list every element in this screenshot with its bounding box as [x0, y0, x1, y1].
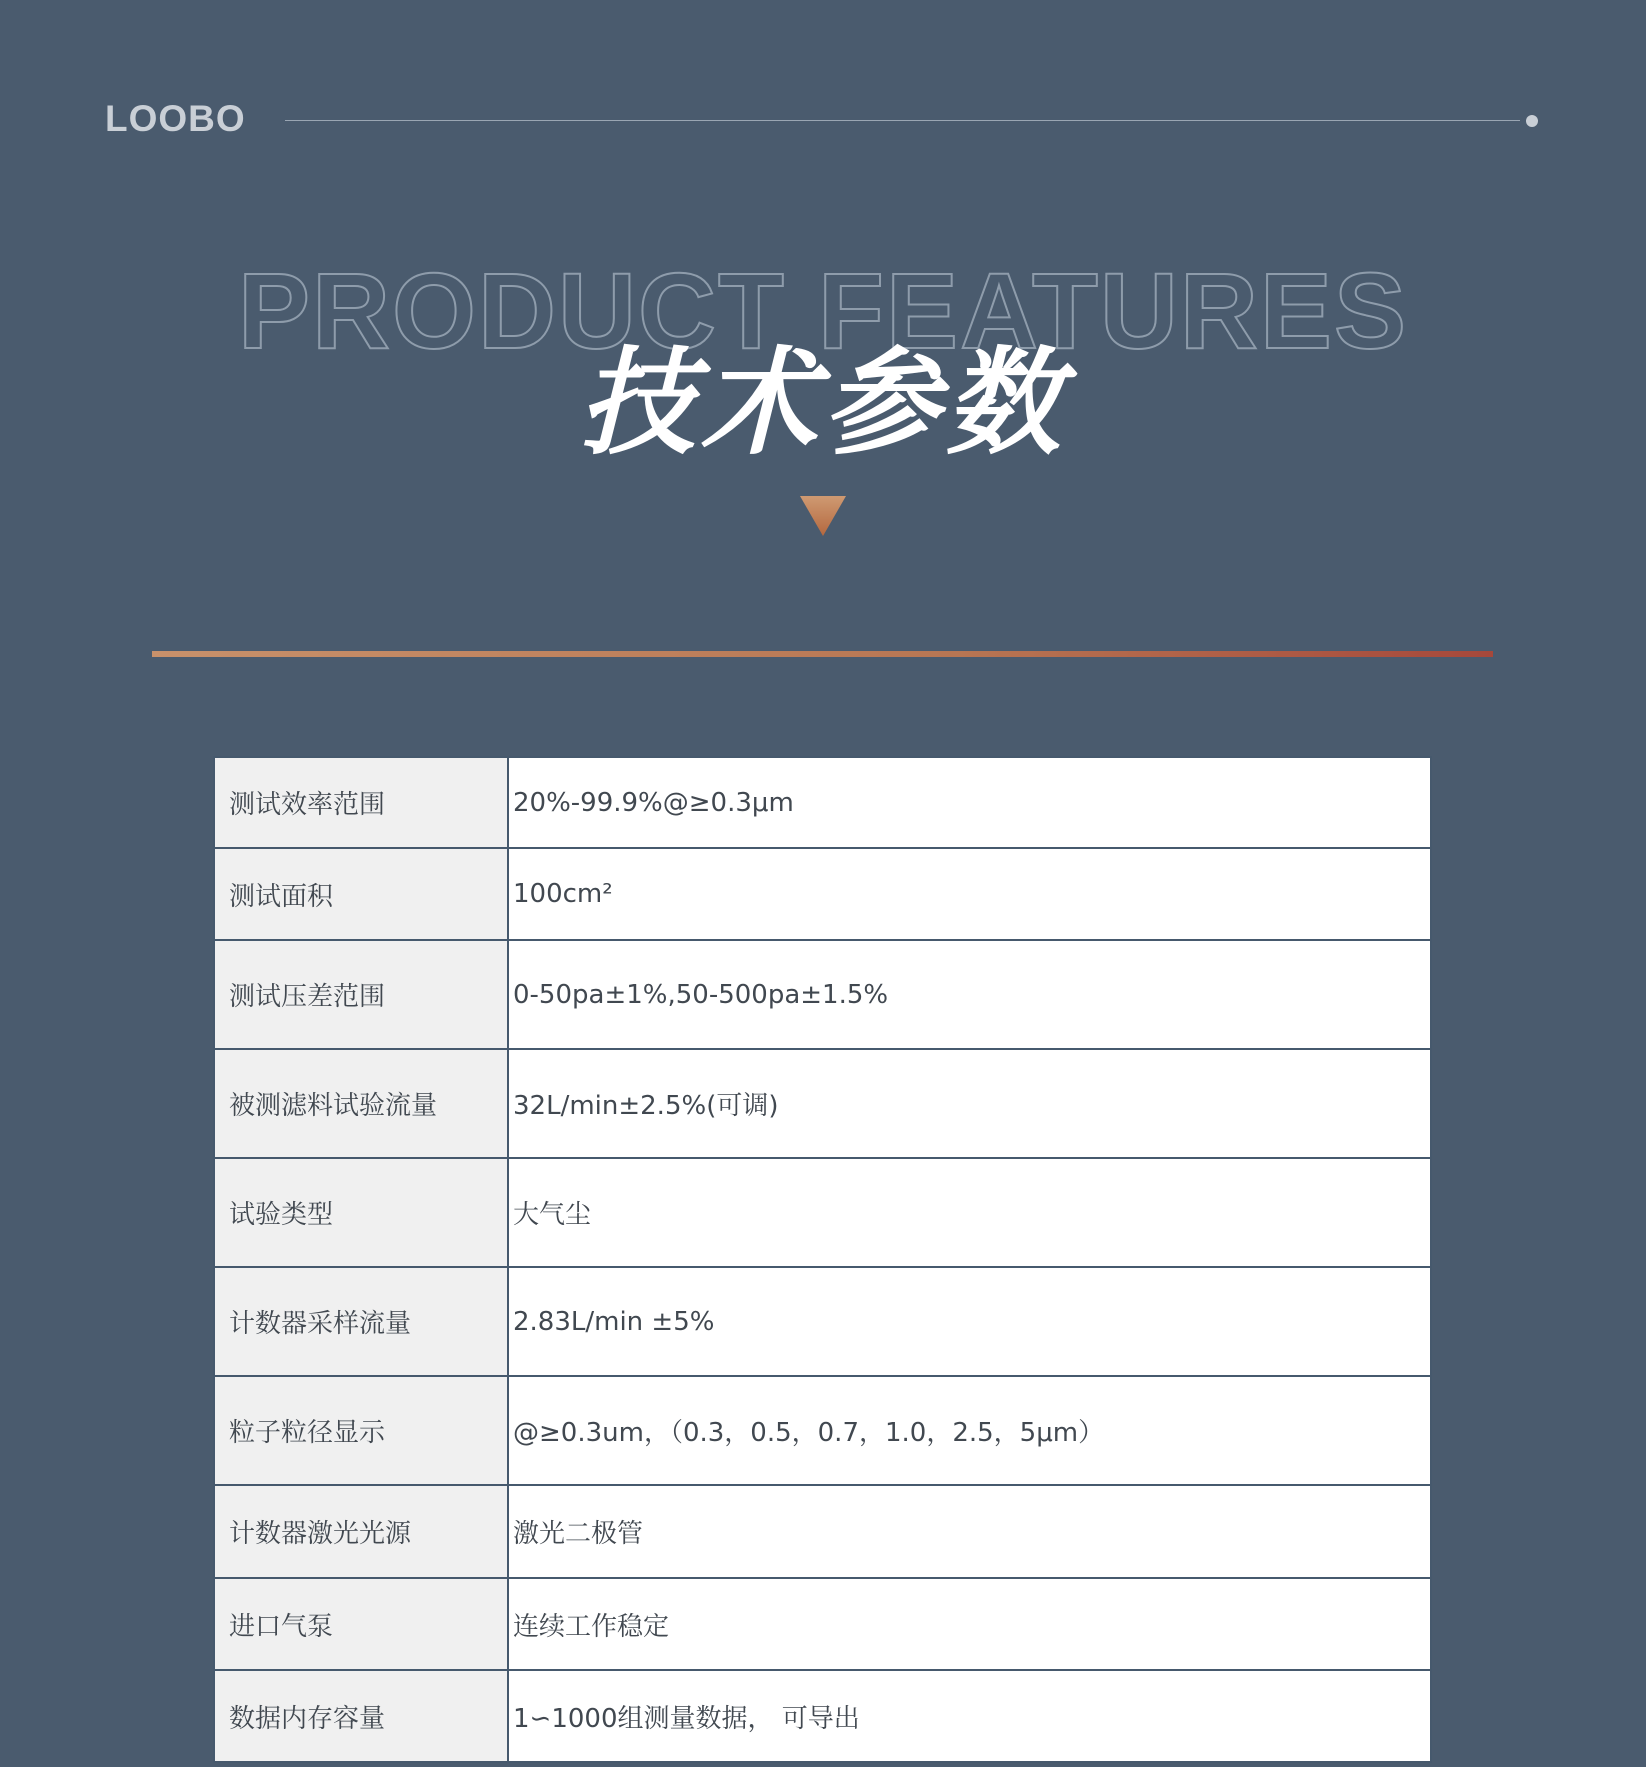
- spec-label: 测试压差范围: [214, 940, 508, 1049]
- spec-table: [213, 756, 1432, 1763]
- spec-value: 20%-99.9%@≥0.3μm: [508, 757, 1431, 848]
- spec-label: 计数器采样流量: [214, 1267, 508, 1376]
- spec-label: 粒子粒径显示: [214, 1376, 508, 1485]
- spec-value: 激光二极管: [508, 1485, 1431, 1578]
- spec-value: 连续工作稳定: [508, 1578, 1431, 1670]
- accent-divider: [152, 651, 1493, 657]
- spec-label: 试验类型: [214, 1158, 508, 1267]
- down-arrow-icon: [800, 496, 846, 536]
- spec-label: 测试效率范围: [214, 757, 508, 848]
- table-row: [214, 1670, 1431, 1762]
- table-row: [214, 848, 1431, 940]
- brand-logo: LOOBO: [105, 98, 246, 139]
- table-row: [214, 1578, 1431, 1670]
- spec-label: 被测滤料试验流量: [214, 1049, 508, 1158]
- header-divider-line: [285, 120, 1520, 121]
- table-row: [214, 757, 1431, 848]
- spec-label: 测试面积: [214, 848, 508, 940]
- table-row: [214, 1158, 1431, 1267]
- spec-value: 0-50pa±1%,50-500pa±1.5%: [508, 940, 1431, 1049]
- spec-value: 100cm²: [508, 848, 1431, 940]
- spec-value: 32L/min±2.5%(可调): [508, 1049, 1431, 1158]
- spec-value: 2.83L/min ±5%: [508, 1267, 1431, 1376]
- header-dot: [1526, 115, 1538, 127]
- spec-label: 数据内存容量: [214, 1670, 508, 1762]
- spec-value: 1∽1000组测量数据， 可导出: [508, 1670, 1431, 1762]
- spec-value: @≥0.3um，（0.3，0.5，0.7，1.0，2.5，5μm）: [508, 1376, 1431, 1485]
- table-row: [214, 1485, 1431, 1578]
- spec-label: 计数器激光光源: [214, 1485, 508, 1578]
- table-row: [214, 1376, 1431, 1485]
- spec-value: 大气尘: [508, 1158, 1431, 1267]
- table-row: [214, 1049, 1431, 1158]
- table-row: [214, 940, 1431, 1049]
- background-title: PRODUCT FEATURES: [237, 250, 1408, 371]
- spec-label: 进口气泵: [214, 1578, 508, 1670]
- title-section: [0, 230, 1646, 471]
- page-title: 技术参数: [579, 336, 1067, 471]
- table-row: [214, 1267, 1431, 1376]
